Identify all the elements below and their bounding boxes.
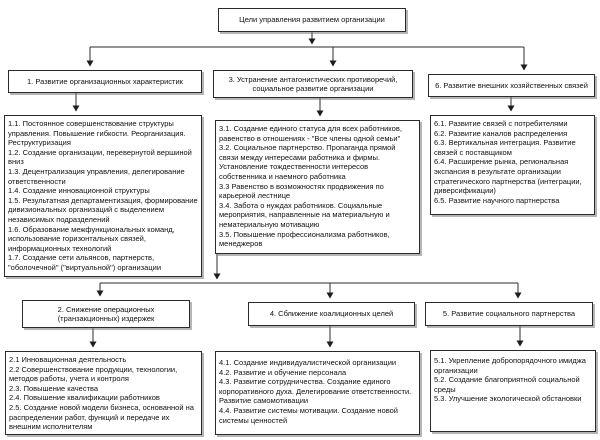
goal-3-details	[215, 120, 420, 254]
detail-item: 1.2. Создание организации, перевернутой вершиной вниз	[8, 147, 192, 167]
goal-4-box	[248, 302, 415, 326]
detail-item: 1.5. Результатная департаментизация, формирование дивизиональных организаций с выделением независимых подразделений	[8, 195, 198, 224]
goal-2-box	[22, 300, 190, 328]
detail-item: 4.1. Создание индивидуалистической организации	[219, 358, 397, 367]
goal-1-details	[4, 115, 202, 277]
detail-item: 3.1. Создание единого статуса для всех работников, равенство в отношениях - "Все члены одной семьи"	[219, 124, 402, 143]
goal-3-box	[213, 70, 413, 98]
goal-6-label: 6. Развитие внешних хозяйственных связей	[435, 80, 588, 90]
detail-item: 3.3 Равенство в возможностях продвижения по карьерной лестнице	[219, 181, 384, 201]
detail-item: 6.5. Развитие научного партнерства	[434, 195, 560, 205]
detail-item: 6.1. Развитие связей с потребителями	[434, 119, 568, 128]
goal-4-details	[215, 351, 420, 435]
detail-item: 1.4. Создание инновационной структуры	[8, 186, 150, 196]
detail-item: 1.7. Создание сети альянсов, партнерств, "оболочечной" ("виртуальной") организации	[8, 253, 162, 272]
goal-1-label: 1. Развитие организационных характеристик	[27, 76, 183, 86]
detail-item: 1.1. Постоянное совершенствование структуры управления. Повышение гибкости. Реорганизация. Реструктуризация	[8, 119, 186, 148]
detail-item: 2.5. Создание новой модели бизнеса, основанной на распределении работ, функций и передаче их внешним исполнителям	[9, 402, 194, 432]
detail-item: 3.5. Повышение профессионализма работников, менеджеров	[219, 229, 390, 249]
root-goal-box	[218, 8, 406, 32]
goal-5-details	[430, 350, 596, 432]
goal-6-details	[430, 115, 595, 215]
detail-item: 2.1 Инновационная деятельность	[9, 355, 127, 364]
detail-item: 6.2. Развитие каналов распределения	[434, 128, 568, 138]
goal-2-label: 2. Снижение операционных (транзакционных) издержек	[57, 304, 155, 323]
goal-3-label: 3. Устранение антагонистических противоречий, социальное развитие организации	[228, 74, 398, 93]
detail-item: 5.2. Создание благоприятной социальной среды	[434, 375, 580, 394]
detail-item: 6.3. Вертикальная интеграция. Развитие связей с поставщиком	[434, 138, 576, 157]
detail-item: 2.3. Повышение качества	[9, 383, 99, 393]
goal-6-box	[428, 74, 595, 97]
goal-1-box	[8, 70, 202, 93]
detail-item: 6.4. Расширение рынка, региональная экспансия в результате организации стратегического партнерства (интеграции, диверсификации)	[434, 157, 582, 196]
goal-4-label: 4. Сближение коалиционных целей	[269, 309, 394, 319]
detail-item: 4.3. Развитие сотрудничества. Создание единого корпоративного духа. Делегирование ответственности. Развитие самомотивации	[219, 377, 412, 406]
goal-2-details	[5, 351, 202, 435]
detail-item: 1.6. Образование межфункциональных команд, использование горизонтальных связей, информационных технологий	[8, 224, 175, 253]
detail-item: 4.4. Развитие системы мотивации. Создание новой системы ценностей	[219, 405, 398, 425]
detail-item: 5.1. Укрепление добропорядочного имиджа организации	[434, 356, 586, 375]
detail-item: 1.3. Децентрализация управления, делегирование ответственности	[8, 166, 185, 186]
detail-item: 2.2 Совершенствование продукции, технологии, методов работы, учета и контроля	[9, 364, 178, 384]
goal-5-label: 5. Развитие социального партнерства	[442, 309, 576, 319]
detail-item: 5.3. Улучшение экологической обстановки	[434, 394, 582, 404]
root-goal-label: Цели управления развитием организации	[239, 15, 385, 25]
detail-item: 2.4. Повышение квалификации работников	[9, 393, 160, 403]
detail-item: 4.2. Развитие и обучение персонала	[219, 367, 347, 377]
goal-5-box	[425, 302, 593, 326]
detail-item: 3.4. Забота о нуждах работников. Социальные мероприятия, направленные на материальную и нематериальную мотивацию	[219, 200, 390, 229]
detail-item: 3.2. Социальное партнерство. Пропаганда прямой связи между интересами работника и фирмы. Установление тождественности интересов собственника и наемного работника	[219, 143, 396, 181]
